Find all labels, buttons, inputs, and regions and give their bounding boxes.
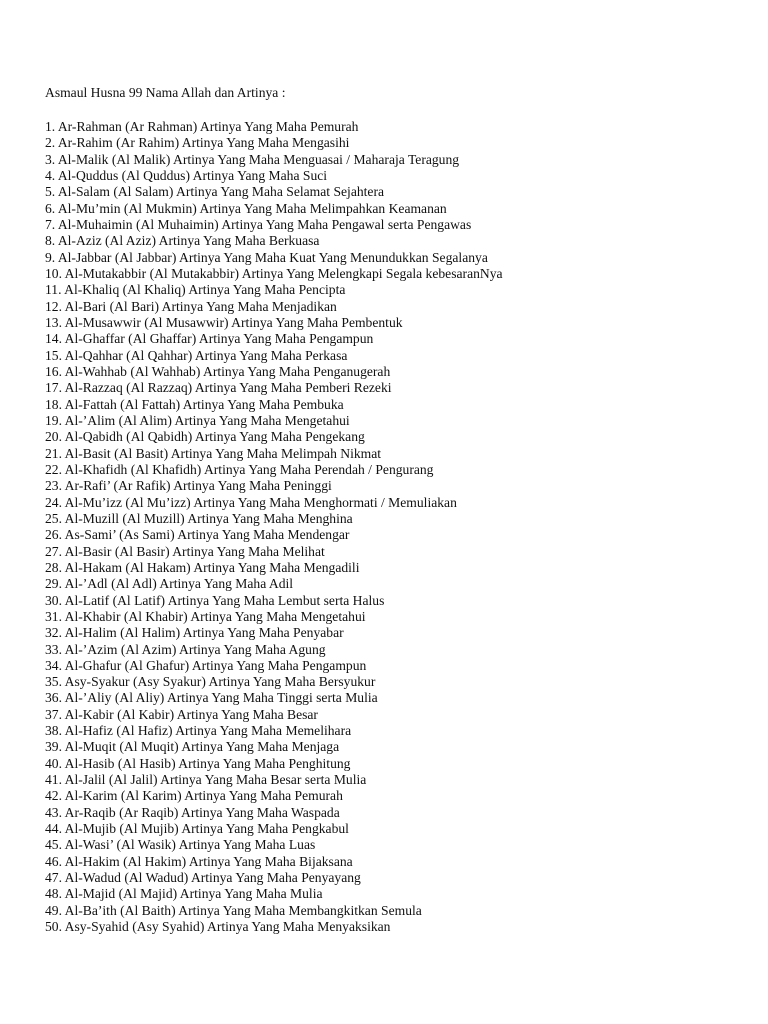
- list-item: 38. Al-Hafiz (Al Hafiz) Artinya Yang Maha Memelihara: [45, 723, 352, 739]
- list-item: 28. Al-Hakam (Al Hakam) Artinya Yang Maha Mengadili: [45, 559, 360, 575]
- list-item: 30. Al-Latif (Al Latif) Artinya Yang Maha Lembut serta Halus: [45, 592, 385, 608]
- list-item: 26. As-Sami’ (As Sami) Artinya Yang Maha Mendengar: [45, 527, 350, 543]
- list-item: 5. Al-Salam (Al Salam) Artinya Yang Maha Selamat Sejahtera: [45, 184, 385, 200]
- list-item: 45. Al-Wasi’ (Al Wasik) Artinya Yang Maha Luas: [45, 837, 316, 853]
- list-item: 29. Al-’Adl (Al Adl) Artinya Yang Maha Adil: [45, 576, 294, 592]
- list-item: 27. Al-Basir (Al Basir) Artinya Yang Maha Melihat: [45, 543, 325, 559]
- list-item: 14. Al-Ghaffar (Al Ghaffar) Artinya Yang Maha Pengampun: [45, 331, 374, 347]
- list-item: 48. Al-Majid (Al Majid) Artinya Yang Maha Mulia: [45, 886, 323, 902]
- list-item: 50. Asy-Syahid (Asy Syahid) Artinya Yang Maha Menyaksikan: [45, 919, 391, 935]
- list-item: 11. Al-Khaliq (Al Khaliq) Artinya Yang Maha Pencipta: [45, 282, 346, 298]
- list-item: 49. Al-Ba’ith (Al Baith) Artinya Yang Maha Membangkitkan Semula: [45, 902, 422, 918]
- list-item: 33. Al-’Azim (Al Azim) Artinya Yang Maha Agung: [45, 641, 326, 657]
- list-item: 43. Ar-Raqib (Ar Raqib) Artinya Yang Maha Waspada: [45, 804, 340, 820]
- list-item: 8. Al-Aziz (Al Aziz) Artinya Yang Maha Berkuasa: [45, 233, 320, 249]
- list-item: 35. Asy-Syakur (Asy Syakur) Artinya Yang Maha Bersyukur: [45, 674, 376, 690]
- document-title: Asmaul Husna 99 Nama Allah dan Artinya :: [45, 85, 286, 100]
- list-item: 16. Al-Wahhab (Al Wahhab) Artinya Yang Maha Penganugerah: [45, 363, 391, 379]
- list-item: 1. Ar-Rahman (Ar Rahman) Artinya Yang Maha Pemurah: [45, 119, 359, 134]
- list-item: 19. Al-’Alim (Al Alim) Artinya Yang Maha Mengetahui: [45, 412, 350, 428]
- list-item: 44. Al-Mujib (Al Mujib) Artinya Yang Maha Pengkabul: [45, 821, 349, 837]
- list-item: 7. Al-Muhaimin (Al Muhaimin) Artinya Yang Maha Pengawal serta Pengawas: [45, 216, 472, 232]
- list-item: 13. Al-Musawwir (Al Musawwir) Artinya Yang Maha Pembentuk: [45, 314, 403, 330]
- list-item: 47. Al-Wadud (Al Wadud) Artinya Yang Maha Penyayang: [45, 870, 361, 886]
- list-item: 42. Al-Karim (Al Karim) Artinya Yang Maha Pemurah: [45, 788, 343, 804]
- list-item: 4. Al-Quddus (Al Quddus) Artinya Yang Maha Suci: [45, 167, 328, 183]
- list-item: 10. Al-Mutakabbir (Al Mutakabbir) Artinya Yang Melengkapi Segala kebesaranNya: [45, 265, 503, 281]
- list-item: 46. Al-Hakim (Al Hakim) Artinya Yang Maha Bijaksana: [45, 853, 353, 869]
- list-item: 36. Al-’Aliy (Al Aliy) Artinya Yang Maha Tinggi serta Mulia: [45, 690, 378, 706]
- list-item: 3. Al-Malik (Al Malik) Artinya Yang Maha Menguasai / Maharaja Teragung: [45, 151, 460, 167]
- list-item: 15. Al-Qahhar (Al Qahhar) Artinya Yang Maha Perkasa: [45, 347, 348, 363]
- list-item: 6. Al-Mu’min (Al Mukmin) Artinya Yang Maha Melimpahkan Keamanan: [45, 200, 447, 216]
- list-item: 23. Ar-Rafi’ (Ar Rafik) Artinya Yang Maha Peninggi: [45, 478, 332, 494]
- list-item: 17. Al-Razzaq (Al Razzaq) Artinya Yang Maha Pemberi Rezeki: [45, 380, 392, 396]
- list-item: 31. Al-Khabir (Al Khabir) Artinya Yang Maha Mengetahui: [45, 608, 366, 624]
- list-item: 21. Al-Basit (Al Basit) Artinya Yang Maha Melimpah Nikmat: [45, 445, 382, 461]
- list-item: 37. Al-Kabir (Al Kabir) Artinya Yang Maha Besar: [45, 706, 318, 722]
- list-item: 12. Al-Bari (Al Bari) Artinya Yang Maha Menjadikan: [45, 298, 337, 314]
- list-item: 9. Al-Jabbar (Al Jabbar) Artinya Yang Maha Kuat Yang Menundukkan Segalanya: [45, 249, 488, 265]
- list-item: 18. Al-Fattah (Al Fattah) Artinya Yang Maha Pembuka: [45, 396, 344, 412]
- list-item: 24. Al-Mu’izz (Al Mu’izz) Artinya Yang Maha Menghormati / Memuliakan: [45, 494, 457, 510]
- list-item: 41. Al-Jalil (Al Jalil) Artinya Yang Maha Besar serta Mulia: [45, 772, 367, 788]
- names-list: [45, 119, 503, 935]
- list-item: 2. Ar-Rahim (Ar Rahim) Artinya Yang Maha Mengasihi: [45, 135, 350, 151]
- list-item: 25. Al-Muzill (Al Muzill) Artinya Yang Maha Menghina: [45, 510, 353, 526]
- list-item: 39. Al-Muqit (Al Muqit) Artinya Yang Maha Menjaga: [45, 739, 340, 755]
- list-item: 40. Al-Hasib (Al Hasib) Artinya Yang Maha Penghitung: [45, 755, 351, 771]
- list-item: 34. Al-Ghafur (Al Ghafur) Artinya Yang Maha Pengampun: [45, 657, 367, 673]
- list-item: 22. Al-Khafidh (Al Khafidh) Artinya Yang Maha Perendah / Pengurang: [45, 461, 434, 477]
- list-item: 20. Al-Qabidh (Al Qabidh) Artinya Yang Maha Pengekang: [45, 429, 365, 445]
- list-item: 32. Al-Halim (Al Halim) Artinya Yang Maha Penyabar: [45, 625, 344, 641]
